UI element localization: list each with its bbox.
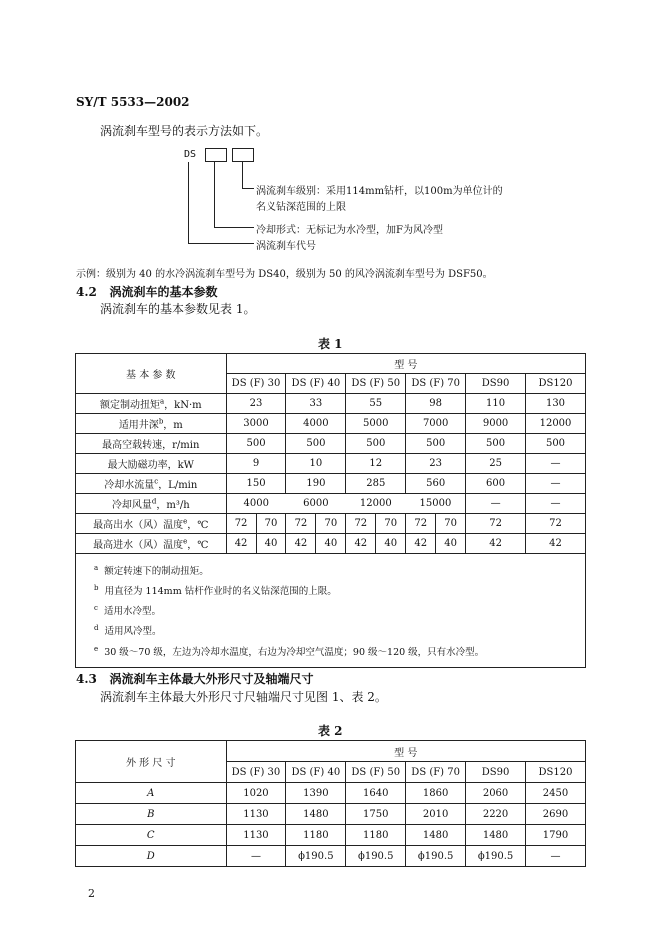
table-row <box>76 474 586 494</box>
section-title: 涡流刹车的基本参数 <box>109 285 218 299</box>
cell: — <box>466 494 526 514</box>
table-1-model-col: DS120 <box>526 374 586 394</box>
table-2-group-header: 型 号 <box>226 741 585 762</box>
cell: 1480 <box>406 825 466 846</box>
cell: 1750 <box>346 804 406 825</box>
cell: 15000 <box>406 494 466 514</box>
cell: 500 <box>346 434 406 454</box>
section-4-2-text: 涡流刹车的基本参数见表 1。 <box>100 302 256 316</box>
table-2-corner: 外 形 尺 寸 <box>76 741 227 783</box>
cell: 72 <box>286 514 316 534</box>
cell: 130 <box>526 394 586 414</box>
cell: 110 <box>466 394 526 414</box>
cell: — <box>526 454 586 474</box>
cell: 2690 <box>526 804 586 825</box>
row-label: C <box>76 825 227 846</box>
table-1-model-col: DS90 <box>466 374 526 394</box>
cell: 10 <box>286 454 346 474</box>
row-label: 最高出水（风）温度$^e$，℃ <box>76 514 227 534</box>
cell: 5000 <box>346 414 406 434</box>
diagram-note-code: 涡流刹车代号 <box>256 241 316 252</box>
cell: 42 <box>526 534 586 554</box>
cell: 40 <box>436 534 466 554</box>
table-row <box>76 414 586 434</box>
cell: 42 <box>286 534 316 554</box>
section-number: 4.2 <box>76 285 97 299</box>
table-1-group-header: 型 号 <box>226 354 585 374</box>
table-row <box>76 494 586 514</box>
section-number: 4.3 <box>76 672 97 686</box>
cell: 1390 <box>286 783 346 804</box>
cell: 40 <box>376 534 406 554</box>
section-title: 涡流刹车主体最大外形尺寸及轴端尺寸 <box>109 672 314 686</box>
cell: 25 <box>466 454 526 474</box>
cell: 1180 <box>346 825 406 846</box>
row-label: 冷却水流量$^c$，L/min <box>76 474 227 494</box>
table-row <box>76 825 586 846</box>
cell: — <box>526 494 586 514</box>
cell: 4000 <box>286 414 346 434</box>
cell: — <box>526 846 586 867</box>
section-4-3-text: 涡流刹车主体最大外形尺寸尺轴端尺寸见图 1、表 2。 <box>100 690 387 704</box>
cell: 1860 <box>406 783 466 804</box>
cell: 72 <box>346 514 376 534</box>
table-row <box>76 534 586 554</box>
row-label: B <box>76 804 227 825</box>
cell: 560 <box>406 474 466 494</box>
cell: ϕ190.5 <box>466 846 526 867</box>
table-row <box>76 394 586 414</box>
cell: — <box>226 846 286 867</box>
cell: 190 <box>286 474 346 494</box>
row-label: A <box>76 783 227 804</box>
diagram-box-grade <box>232 148 254 162</box>
cell: 500 <box>526 434 586 454</box>
table-2-model-col: DS (F) 30 <box>226 762 286 783</box>
cell: 12 <box>346 454 406 474</box>
cell: ϕ190.5 <box>286 846 346 867</box>
footnote: $^d$ 适用风冷型。 <box>94 624 162 638</box>
cell: 285 <box>346 474 406 494</box>
row-label: 冷却风量$^d$，m³/h <box>76 494 227 514</box>
row-label: D <box>76 846 227 867</box>
cell: 72 <box>226 514 256 534</box>
cell: 9 <box>226 454 286 474</box>
cell: 12000 <box>526 414 586 434</box>
table-1-corner: 基 本 参 数 <box>76 354 227 394</box>
table-row <box>76 846 586 867</box>
table-row <box>76 783 586 804</box>
cell: 2220 <box>466 804 526 825</box>
cell: 42 <box>346 534 376 554</box>
cell: ϕ190.5 <box>406 846 466 867</box>
cell: 42 <box>466 534 526 554</box>
cell: 2060 <box>466 783 526 804</box>
cell: 150 <box>226 474 286 494</box>
table-1-caption: 表 1 <box>318 337 343 351</box>
cell: 500 <box>466 434 526 454</box>
footnote: $^e$ 30 级～70 级，左边为冷却水温度，右边为冷却空气温度；90 级～120 级，只有水冷型。 <box>94 644 485 658</box>
cell: — <box>526 474 586 494</box>
row-label: 最大励磁功率，kW <box>76 454 227 474</box>
table-2-caption: 表 2 <box>318 724 343 738</box>
row-label: 最高空载转速，r/min <box>76 434 227 454</box>
cell: 500 <box>406 434 466 454</box>
cell: 1790 <box>526 825 586 846</box>
cell: 72 <box>406 514 436 534</box>
cell: 3000 <box>226 414 286 434</box>
cell: 4000 <box>226 494 286 514</box>
cell: 42 <box>406 534 436 554</box>
diagram-note-grade-2: 名义钻深范围的上限 <box>256 202 346 213</box>
cell: 72 <box>466 514 526 534</box>
table-row <box>76 434 586 454</box>
cell: 6000 <box>286 494 346 514</box>
cell: 2010 <box>406 804 466 825</box>
table-2-model-col: DS (F) 40 <box>286 762 346 783</box>
cell: 1480 <box>466 825 526 846</box>
cell: 1130 <box>226 804 286 825</box>
section-4-3-heading <box>76 670 313 687</box>
table-1-model-col: DS (F) 30 <box>226 374 286 394</box>
diagram-note-grade-1: 涡流刹车级别：采用114mm钻杆，以100m为单位计的 <box>256 186 503 197</box>
table-1-model-col: DS (F) 70 <box>406 374 466 394</box>
cell: 70 <box>376 514 406 534</box>
cell: 55 <box>346 394 406 414</box>
cell: 500 <box>226 434 286 454</box>
table-1 <box>75 353 586 668</box>
footnote: $^b$ 用直径为 114mm 钻杆作业时的名义钻深范围的上限。 <box>94 584 337 598</box>
row-label: 适用井深$^b$，m <box>76 414 227 434</box>
example-text: 示例：级别为 40 的水冷涡流刹车型号为 DS40，级别为 50 的风冷涡流刹车型号为 DSF50。 <box>76 269 493 280</box>
cell: 70 <box>256 514 286 534</box>
cell: ϕ190.5 <box>346 846 406 867</box>
cell: 72 <box>526 514 586 534</box>
footnote: $^a$ 额定转速下的制动扭矩。 <box>94 564 209 578</box>
cell: 98 <box>406 394 466 414</box>
diagram-box-cooling <box>205 148 227 162</box>
diagram-prefix: DS <box>184 149 197 160</box>
page-header: SY/T 5533—2002 <box>76 95 190 109</box>
cell: 9000 <box>466 414 526 434</box>
table-row <box>76 514 586 534</box>
table-2-model-col: DS120 <box>526 762 586 783</box>
cell: 23 <box>226 394 286 414</box>
table-2-model-col: DS (F) 70 <box>406 762 466 783</box>
table-1-model-col: DS (F) 40 <box>286 374 346 394</box>
cell: 23 <box>406 454 466 474</box>
cell: 40 <box>316 534 346 554</box>
cell: 1640 <box>346 783 406 804</box>
cell: 33 <box>286 394 346 414</box>
table-1-model-col: DS (F) 50 <box>346 374 406 394</box>
row-label: 最高进水（风）温度$^e$，℃ <box>76 534 227 554</box>
cell: 2450 <box>526 783 586 804</box>
section-4-2-heading <box>76 283 217 300</box>
cell: 70 <box>436 514 466 534</box>
table-2 <box>75 740 586 867</box>
page-number: 2 <box>88 887 95 900</box>
cell: 1480 <box>286 804 346 825</box>
table-2-model-col: DS (F) 50 <box>346 762 406 783</box>
table-row <box>76 454 586 474</box>
intro-text: 涡流刹车型号的表示方法如下。 <box>100 124 269 138</box>
cell: 42 <box>226 534 256 554</box>
cell: 600 <box>466 474 526 494</box>
cell: 1130 <box>226 825 286 846</box>
diagram-note-cooling: 冷却形式：无标记为水冷型，加F为风冷型 <box>256 225 443 236</box>
row-label: 额定制动扭矩$^a$，kN·m <box>76 394 227 414</box>
table-2-model-col: DS90 <box>466 762 526 783</box>
cell: 500 <box>286 434 346 454</box>
footnote: $^c$ 适用水冷型。 <box>94 604 161 618</box>
cell: 1180 <box>286 825 346 846</box>
cell: 40 <box>256 534 286 554</box>
table-1-notes <box>76 554 586 668</box>
cell: 1020 <box>226 783 286 804</box>
cell: 7000 <box>406 414 466 434</box>
cell: 12000 <box>346 494 406 514</box>
cell: 70 <box>316 514 346 534</box>
table-row <box>76 804 586 825</box>
